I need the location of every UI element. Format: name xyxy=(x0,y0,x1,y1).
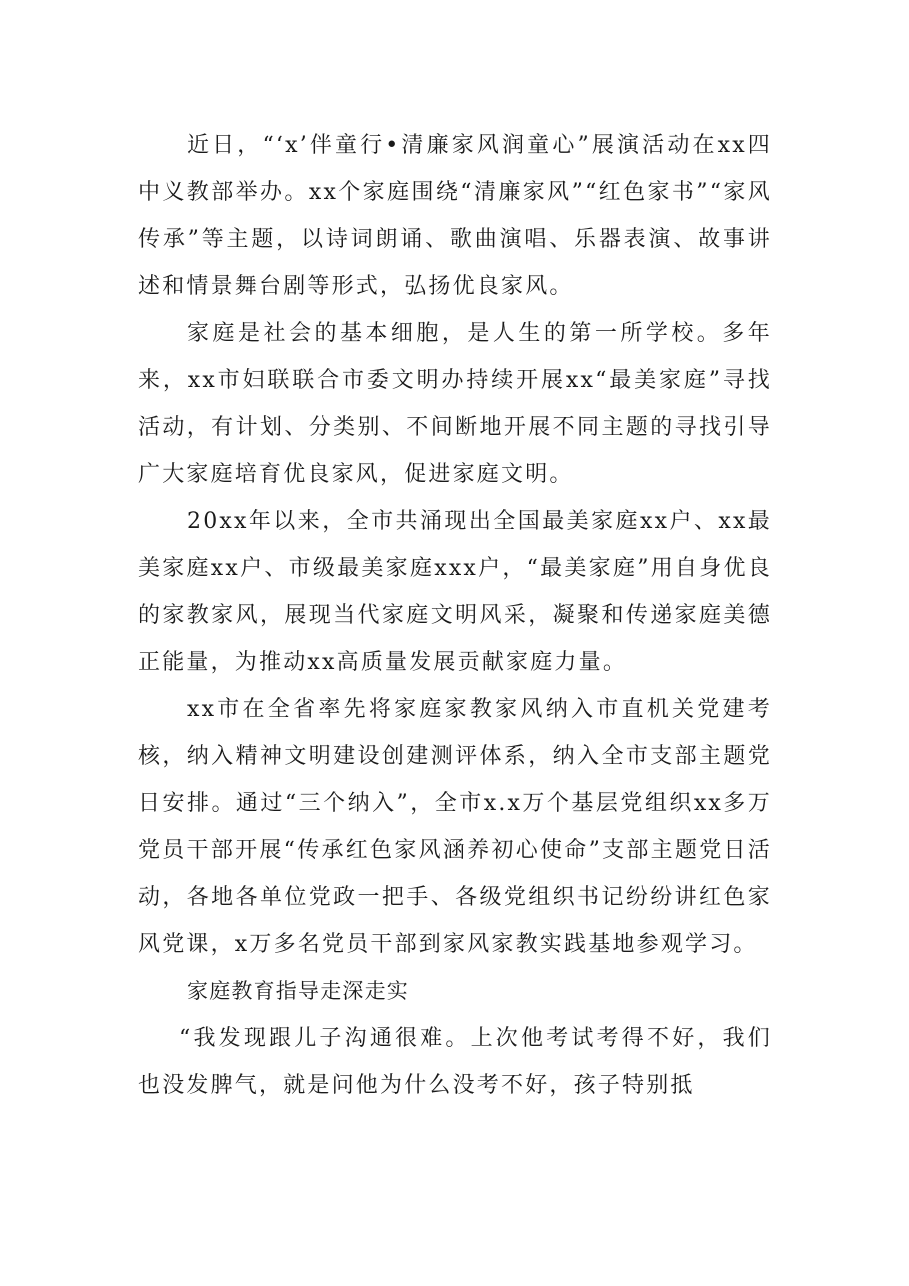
paragraph-quote: “我发现跟儿子沟通很难。上次他考试考得不好，我们也没发脾气，就是问他为什么没考不好，孩子特别抵 xyxy=(138,1026,772,1098)
paragraph-party-building: xx市在全省率先将家庭家教家风纳入市直机关党建考核，纳入精神文明建设创建测评体系，纳入全市支部主题党日安排。通过“三个纳入”，全市x.x万个基层党组织xx多万党员干部开展“传承红色家风涵养初心使命”支部主题党日活动，各地各单位党政一把手、各级党组织书记纷纷讲红色家风党课，x万多名党员干部到家风家教实践基地参观学习。 xyxy=(138,697,772,957)
paragraph-activity: 近日，“‘x’伴童行•清廉家风润童心”展演活动在xx四中义教部举办。xx个家庭围绕“清廉家风”“红色家书”“家风传承”等主题，以诗词朗诵、歌曲演唱、乐器表演、故事讲述和情景舞台剧等形式，弘扬优良家风。 xyxy=(138,133,772,299)
section-heading: 家庭教育指导走深走实 xyxy=(187,979,409,1003)
paragraph-best-families: 20xx年以来，全市共涌现出全国最美家庭xx户、xx最美家庭xx户、市级最美家庭xxx户，“最美家庭”用自身优良的家教家风，展现当代家庭文明风采，凝聚和传递家庭美德正能量，为推动xx高质量发展贡献家庭力量。 xyxy=(138,509,772,675)
paragraph-family-cell: 家庭是社会的基本细胞，是人生的第一所学校。多年来，xx市妇联联合市委文明办持续开展xx“最美家庭”寻找活动，有计划、分类别、不间断地开展不同主题的寻找引导广大家庭培育优良家风，促进家庭文明。 xyxy=(138,321,772,487)
document-body xyxy=(138,122,772,1109)
